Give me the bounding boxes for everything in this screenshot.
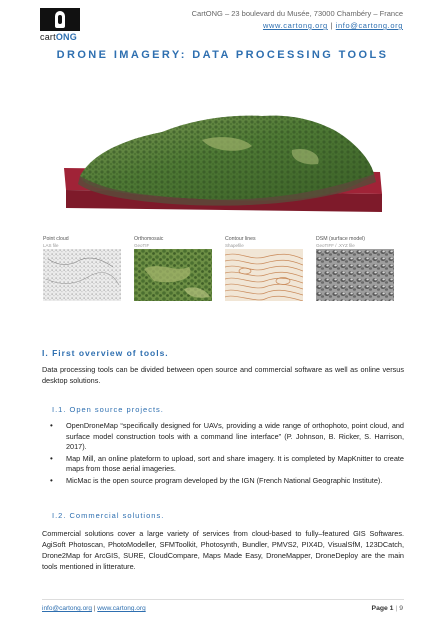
page-number: [372, 605, 403, 612]
open-source-list: [42, 421, 404, 487]
logo-figure-icon: [55, 11, 65, 28]
header-email-link[interactable]: info@cartong.org: [335, 21, 403, 30]
terrain-3d-illustration: [52, 110, 392, 230]
panel-dsm: [316, 236, 394, 302]
header-website-link[interactable]: www.cartong.org: [262, 21, 328, 30]
list-item: • Map Mill, an online plateform to upload, sort and share imagery. It is completed by MapKnitter to create maps from those aerial imageries.: [42, 454, 404, 475]
point-cloud-image: [43, 249, 121, 301]
footer-divider: [42, 599, 404, 600]
panel-point-cloud: [43, 236, 121, 302]
section-intro-text: Data processing tools can be divided between open source and commercial software as well as online versus desktop solutions.: [42, 365, 404, 385]
panel-subtitle: GeoTIF: [134, 243, 150, 248]
footer-link-separator: |: [91, 605, 98, 612]
logo-text: cartONG: [40, 32, 77, 42]
data-products-panels: [43, 236, 401, 302]
header-links: [263, 21, 403, 30]
logo-mark: [40, 8, 80, 31]
header-address: CartONG – 23 boulevard du Musée, 73000 Chambéry – France: [191, 9, 403, 18]
page-title: DRONE IMAGERY: DATA PROCESSING TOOLS: [56, 49, 389, 61]
header-link-separator: |: [327, 21, 336, 30]
footer-website-link[interactable]: www.cartong.org: [97, 605, 146, 612]
panel-subtitle: GeoTIFF / .XYZ file: [316, 243, 355, 248]
panel-subtitle: Shapefile: [225, 243, 244, 248]
panel-orthomosaic: [134, 236, 212, 302]
section-heading-first-overview: I. First overview of tools.: [42, 348, 169, 358]
panel-title: Point cloud: [43, 236, 69, 242]
list-item: • MicMac is the open source program developed by the IGN (French National Geographic Institute).: [42, 476, 404, 487]
commercial-solutions-text: Commercial solutions cover a large variety of services from cloud-based to fully–featured GIS Softwares. AgiSoft Photoscan, PhotoModeller, SFMToolkit, Photosynth, Bundler, PMVS2, PIX4D, VisualSfM, 123DCatch, Drone2Map for ArcGIS, SURE, CloudCompare, Maps Made Easy, DroneMapper, DroneDeploy are the main tools mentioned in litterature.: [42, 529, 404, 571]
panel-title: Orthomosaic: [134, 236, 164, 242]
contour-lines-image: [225, 249, 303, 301]
page-label: Page: [371, 605, 388, 612]
list-item: • OpenDroneMap “specifically designed for UAVs, providing a wide range of orthophoto, point cloud, and surface model construction tools with a command line interface” (P. Johnson, B. Ricker, S. Harrison, 2017).: [42, 421, 404, 453]
subsection-heading-open-source: I.1. Open source projects.: [52, 405, 164, 414]
panel-title: Contour lines: [225, 236, 256, 242]
orthomosaic-image: [134, 249, 212, 301]
cartong-logo: [40, 8, 80, 44]
footer-email-link[interactable]: info@cartong.org: [42, 605, 92, 612]
subsection-heading-commercial: I.2. Commercial solutions.: [52, 511, 165, 520]
page-current: 1: [389, 605, 394, 612]
page-total: 9: [399, 605, 403, 612]
panel-contour-lines: [225, 236, 303, 302]
panel-subtitle: LAS file: [43, 243, 59, 248]
dsm-image: [316, 249, 394, 301]
footer-links: [42, 605, 146, 612]
panel-title: DSM (surface model): [316, 236, 366, 242]
page-number-divider: |: [395, 605, 398, 612]
